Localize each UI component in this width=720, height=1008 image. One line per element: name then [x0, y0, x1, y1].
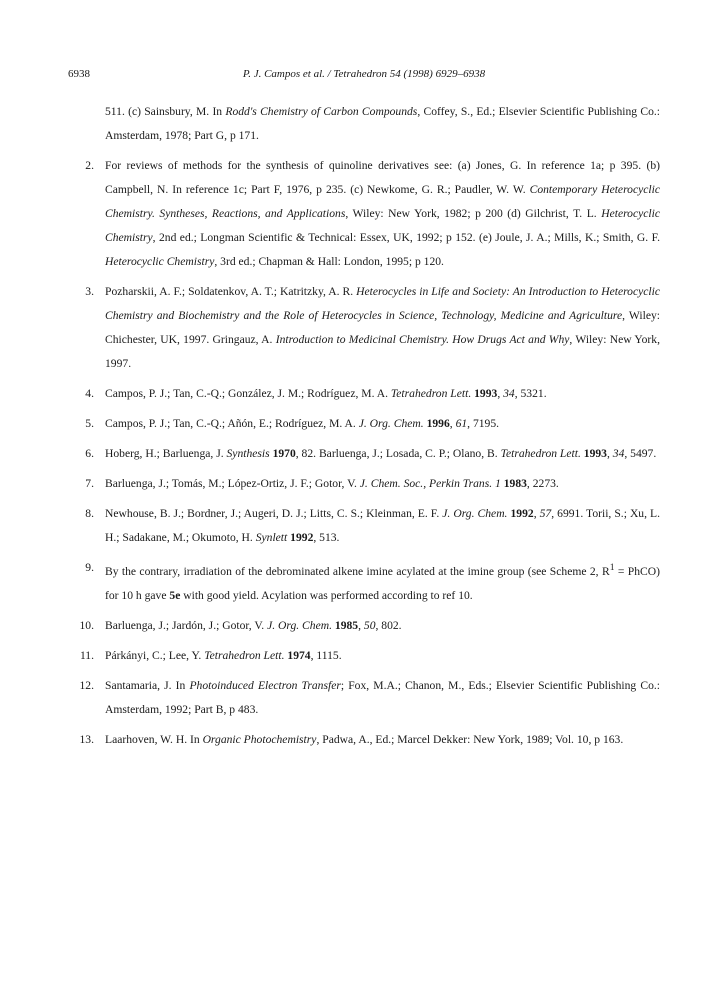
reference-text: Laarhoven, W. H. In Organic Photochemistry, Padwa, A., Ed.; Marcel Dekker: New York, 1989; Vol. 10, p 163.	[105, 732, 624, 746]
reference-item	[68, 728, 660, 752]
reference-number: 6.	[85, 447, 94, 460]
reference-item	[68, 154, 660, 274]
reference-item	[68, 556, 660, 608]
reference-number: 5.	[85, 417, 94, 430]
reference-item	[68, 472, 660, 496]
reference-text: Hoberg, H.; Barluenga, J. Synthesis 1970, 82. Barluenga, J.; Losada, C. P.; Olano, B. Tetrahedron Lett. 1993, 34, 5497.	[105, 447, 657, 460]
reference-text: Barluenga, J.; Jardón, J.; Gotor, V. J. Org. Chem. 1985, 50, 802.	[105, 618, 402, 632]
reference-number: 10.	[79, 618, 94, 632]
page-number: 6938	[68, 68, 90, 80]
reference-item	[68, 100, 660, 148]
reference-item	[68, 442, 660, 466]
reference-number: 11.	[79, 648, 94, 662]
reference-text: Barluenga, J.; Tomás, M.; López-Ortiz, J. F.; Gotor, V. J. Chem. Soc., Perkin Trans. 1 1983, 2273.	[105, 477, 559, 490]
reference-item	[68, 614, 660, 638]
reference-number: 4.	[85, 387, 94, 400]
reference-text: 511. (c) Sainsbury, M. In Rodd's Chemistry of Carbon Compounds, Coffey, S., Ed.; Elsevier Scientific Publishing Co.: Amsterdam, 1978; Part G, p 171.	[105, 105, 660, 142]
reference-number: 8.	[85, 507, 94, 520]
reference-number: 3.	[85, 285, 94, 298]
reference-number: 7.	[85, 477, 94, 490]
reference-text: By the contrary, irradiation of the debrominated alkene imine acylated at the imine group (see Scheme 2, $R^1$ = PhCO) for 10 h gave 5e with good yield. Acylation was performed according to ref 10.	[105, 562, 661, 602]
reference-text: Pozharskii, A. F.; Soldatenkov, A. T.; Katritzky, A. R. Heterocycles in Life and Society: An Introduction to Heterocyclic Chemistry and Biochemistry and the Role of Heterocycles in Science, Technology, Medicine and Agriculture, Wiley: Chichester, UK, 1997. Gringauz, A. Introduction to Medicinal Chemistry. How Drugs Act and Why, Wiley: New York, 1997.	[105, 285, 661, 370]
running-head: P. J. Campos et al. / Tetrahedron 54 (1998) 6929–6938	[242, 68, 486, 80]
reference-number: 2.	[85, 159, 94, 172]
reference-number: 12.	[79, 678, 94, 692]
reference-item	[68, 674, 660, 722]
reference-text: Campos, P. J.; Tan, C.-Q.; Añón, E.; Rodríguez, M. A. J. Org. Chem. 1996, 61, 7195.	[105, 417, 500, 430]
reference-text: Campos, P. J.; Tan, C.-Q.; González, J. M.; Rodríguez, M. A. Tetrahedron Lett. 1993, 34, 5321.	[105, 387, 547, 400]
reference-item	[68, 412, 660, 436]
reference-number: 13.	[79, 732, 94, 746]
reference-item	[68, 502, 660, 550]
reference-number: 9.	[85, 561, 94, 574]
reference-item	[68, 644, 660, 668]
reference-text: Párkányi, C.; Lee, Y. Tetrahedron Lett. 1974, 1115.	[105, 648, 342, 662]
reference-text: For reviews of methods for the synthesis of quinoline derivatives see: (a) Jones, G. In reference 1a; p 395. (b) Campbell, N. In reference 1c; Part F, 1976, p 235. (c) Newkome, G. R.; Paudler, W. W. Contemporary Heterocyclic Chemistry. Syntheses, Reactions, and Applications, Wiley: New York, 1982; p 200 (d) Gilchrist, T. L. Heterocyclic Chemistry, 2nd ed.; Longman Scientific & Technical: Essex, UK, 1992; p 152. (e) Joule, J. A.; Mills, K.; Smith, G. F. Heterocyclic Chemistry, 3rd ed.; Chapman & Hall: London, 1995; p 120.	[105, 159, 660, 268]
reference-item	[68, 382, 660, 406]
reference-text: Santamaria, J. In Photoinduced Electron Transfer; Fox, M.A.; Chanon, M., Eds.; Elsevier Scientific Publishing Co.: Amsterdam, 1992; Part B, p 483.	[105, 678, 660, 716]
reference-item	[68, 280, 660, 376]
page-header	[68, 68, 660, 84]
reference-list	[68, 100, 660, 752]
reference-text: Newhouse, B. J.; Bordner, J.; Augeri, D. J.; Litts, C. S.; Kleinman, E. F. J. Org. Chem. 1992, 57, 6991. Torii, S.; Xu, L. H.; Sadakane, M.; Okumoto, H. Synlett 1992, 513.	[105, 507, 661, 544]
